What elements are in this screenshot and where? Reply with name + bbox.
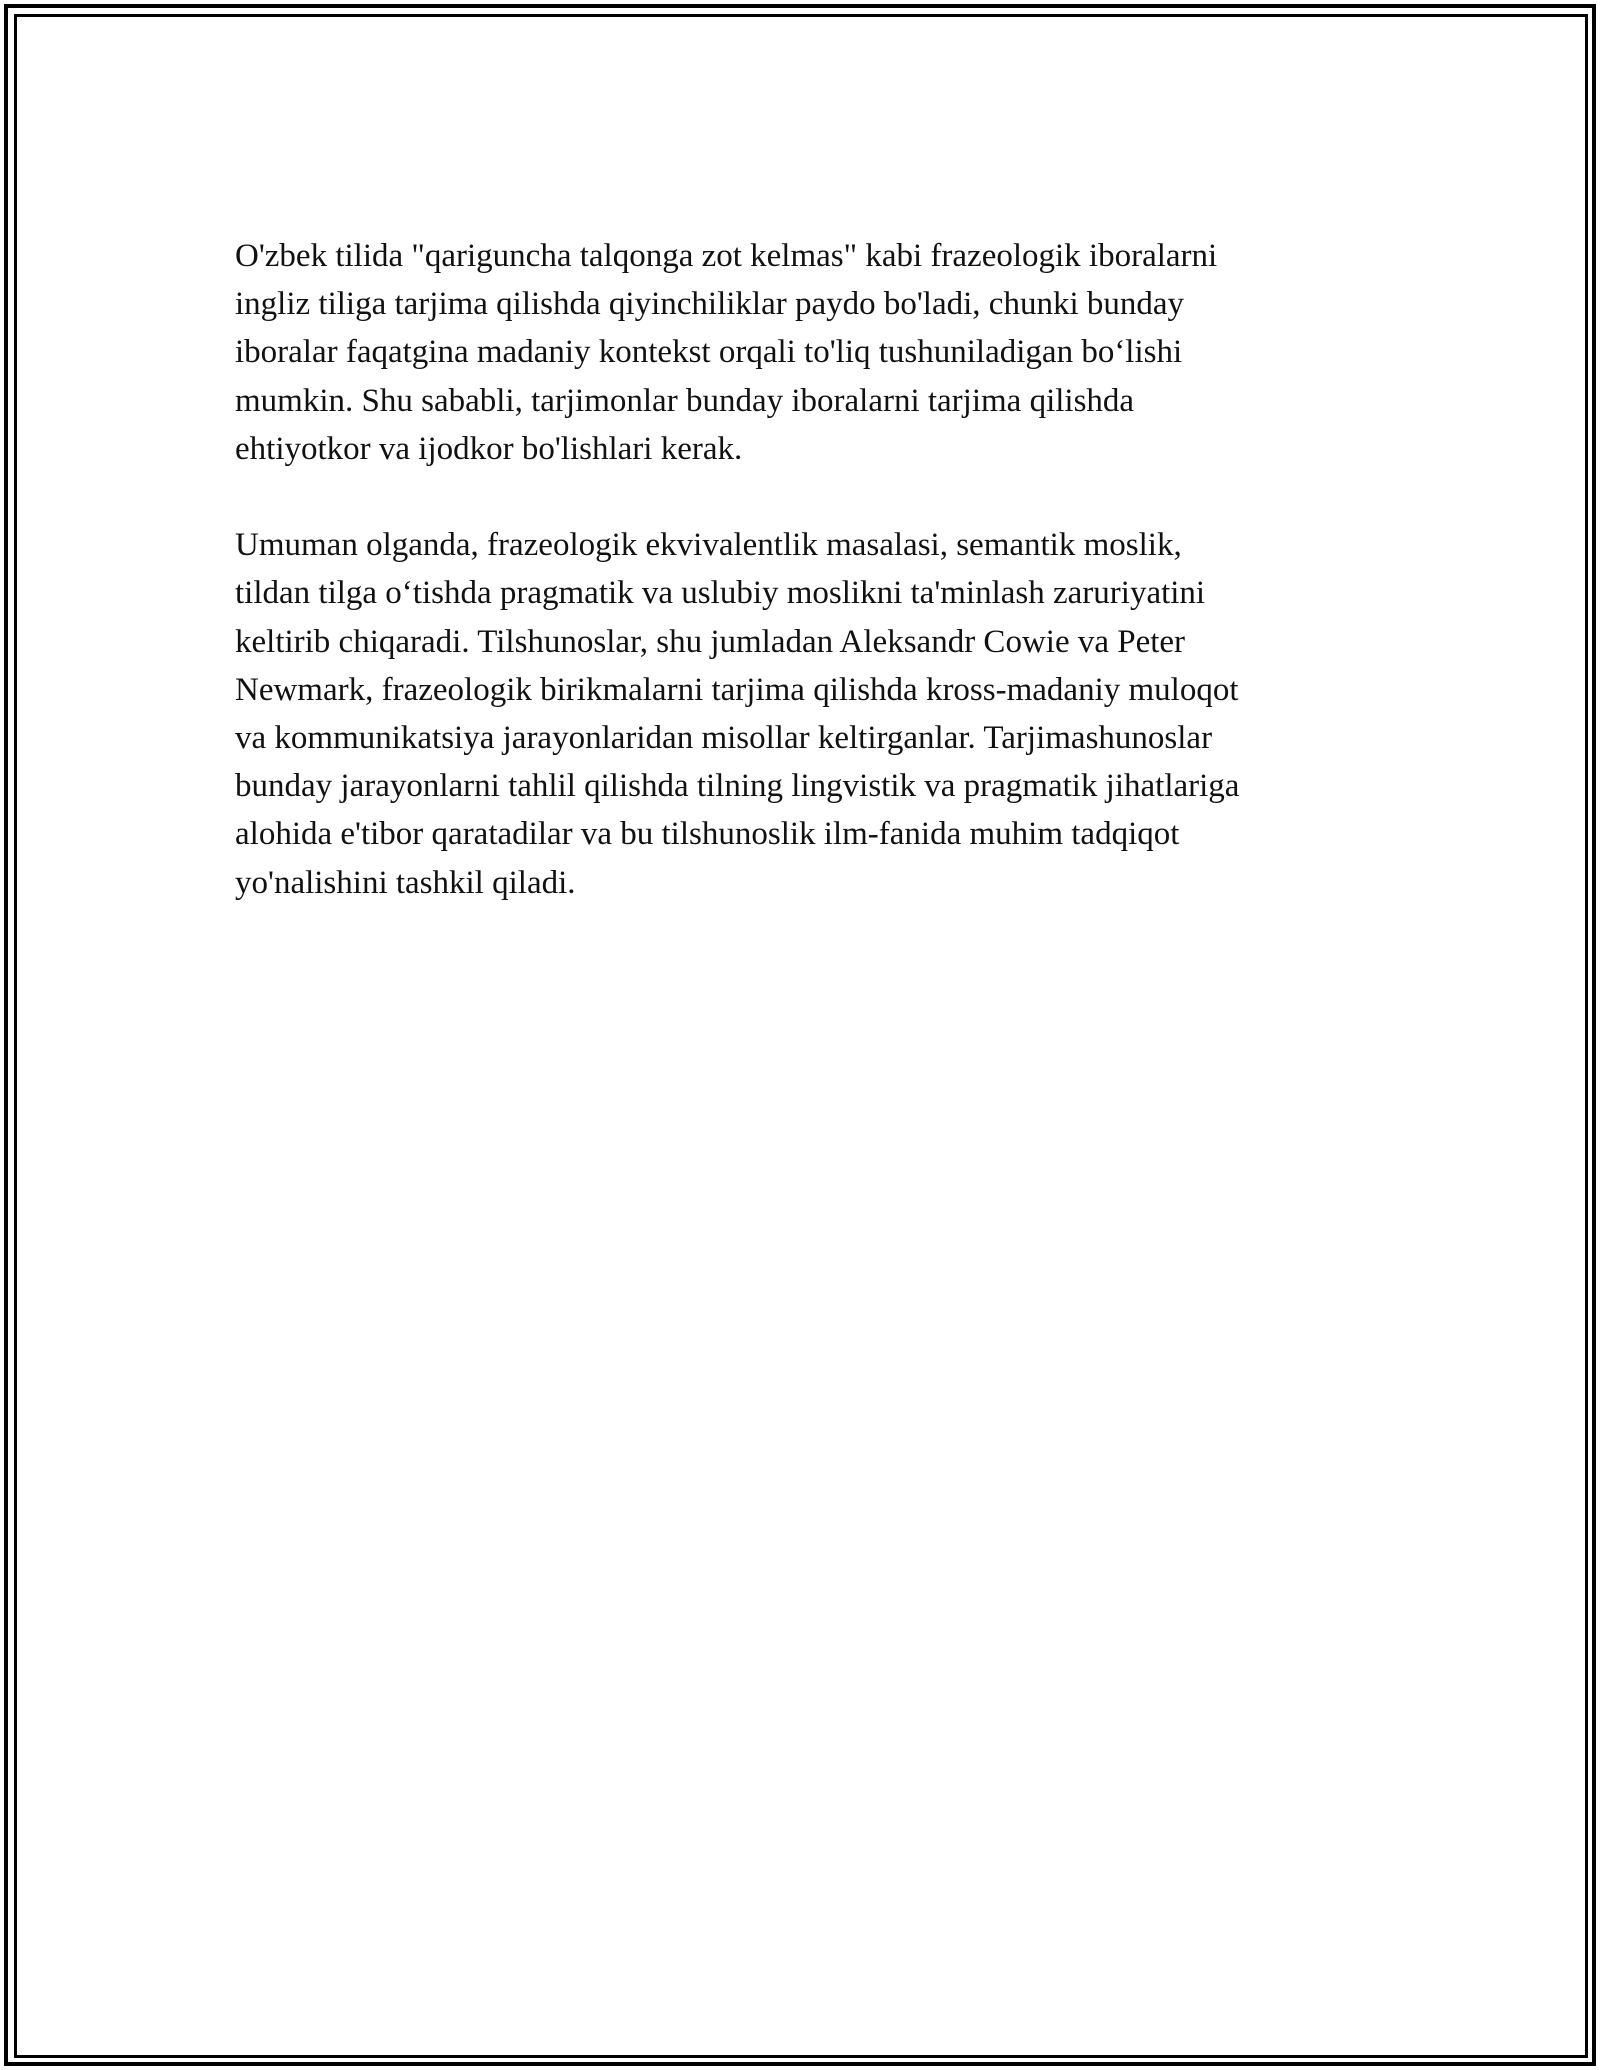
paragraph-1	[235, 232, 1375, 473]
text-line: mumkin. Shu sababli, tarjimonlar bunday iboralarni tarjima qilishda	[235, 382, 1135, 419]
text-line: va kommunikatsiya jarayonlaridan misollar keltirganlar. Tarjimashunoslar	[235, 720, 1213, 757]
document-body	[235, 232, 1375, 907]
text-line: yo'nalishini tashkil qiladi.	[235, 864, 576, 901]
text-line: iboralar faqatgina madaniy kontekst orqali to'liq tushuniladigan bo‘lishi	[235, 334, 1183, 371]
paragraph-2	[235, 521, 1375, 907]
text-line: bunday jarayonlarni tahlil qilishda tilning lingvistik va pragmatik jihatlariga	[235, 768, 1240, 805]
text-line: ehtiyotkor va ijodkor bo'lishlari kerak.	[235, 430, 743, 467]
text-line: ingliz tiliga tarjima qilishda qiyinchiliklar paydo bo'ladi, chunki bunday	[235, 286, 1185, 323]
text-line: Newmark, frazeologik birikmalarni tarjima qilishda kross-madaniy muloqot	[235, 671, 1239, 708]
text-line: O'zbek tilida "qariguncha talqonga zot kelmas" kabi frazeologik iboralarni	[235, 238, 1218, 274]
text-line: keltirib chiqaradi. Tilshunoslar, shu jumladan Aleksandr Cowie va Peter	[235, 623, 1186, 660]
text-line: alohida e'tibor qaratadilar va bu tilshunoslik ilm-fanida muhim tadqiqot	[235, 816, 1180, 853]
text-line: Umuman olganda, frazeologik ekvivalentlik masalasi, semantik moslik,	[235, 527, 1182, 564]
text-line: tildan tilga o‘tishda pragmatik va uslubiy moslikni ta'minlash zaruriyatini	[235, 575, 1206, 612]
